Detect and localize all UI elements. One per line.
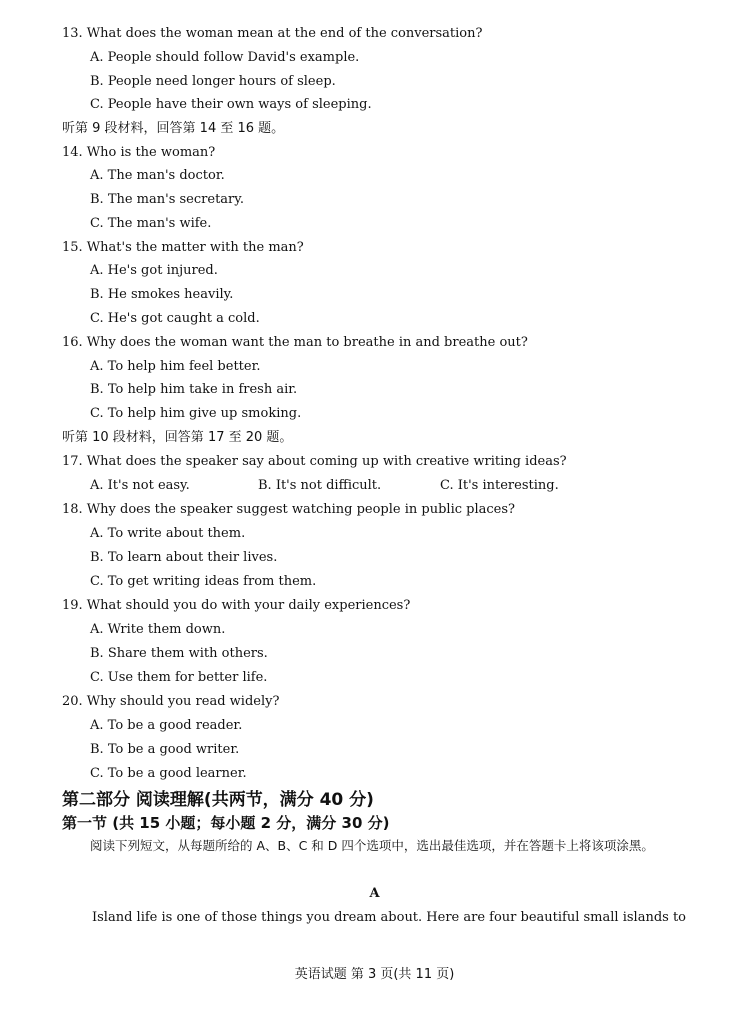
question-19-stem: 19. What should you do with your daily experiences? — [62, 598, 411, 613]
question-19-option-a: A. Write them down. — [90, 622, 226, 637]
question-16-option-c: C. To help him give up smoking. — [90, 406, 302, 421]
question-17-option-c: C. It's interesting. — [440, 478, 559, 493]
part-2-title: 第二部分 阅读理解(共两节，满分 40 分) — [62, 790, 374, 810]
reading-instructions: 阅读下列短文，从每题所给的 A、B、C 和 D 四个选项中，选出最佳选项，并在答题卡上将该项涂黑。 — [90, 838, 654, 853]
question-14-option-c: C. The man's wife. — [90, 216, 212, 231]
passage-label: A — [369, 886, 380, 901]
question-15-option-a: A. He's got injured. — [90, 263, 218, 278]
question-17-option-a: A. It's not easy. — [90, 478, 190, 493]
question-15-option-b: B. He smokes heavily. — [90, 287, 234, 302]
page-footer: 英语试题 第 3 页(共 11 页) — [294, 967, 455, 982]
passage-first-line: Island life is one of those things you dream about. Here are four beautiful small islands to — [92, 910, 686, 925]
question-16-option-b: B. To help him take in fresh air. — [90, 382, 298, 397]
question-13-option-c: C. People have their own ways of sleeping. — [90, 97, 372, 112]
question-14-option-a: A. The man's doctor. — [90, 168, 225, 183]
question-18-option-a: A. To write about them. — [90, 526, 246, 541]
question-15-option-c: C. He's got caught a cold. — [90, 311, 260, 326]
question-20-option-a: A. To be a good reader. — [90, 718, 243, 733]
question-20-option-c: C. To be a good learner. — [90, 766, 247, 781]
question-20-stem: 20. Why should you read widely? — [62, 694, 280, 709]
question-19-option-b: B. Share them with others. — [90, 646, 268, 661]
question-15-stem: 15. What's the matter with the man? — [62, 240, 304, 255]
question-14-stem: 14. Who is the woman? — [62, 145, 216, 160]
question-20-option-b: B. To be a good writer. — [90, 742, 240, 757]
section-9-instruction: 听第 9 段材料，回答第 14 至 16 题。 — [62, 121, 285, 136]
question-19-option-c: C. Use them for better life. — [90, 670, 268, 685]
question-16-option-a: A. To help him feel better. — [90, 359, 261, 374]
question-13-option-b: B. People need longer hours of sleep. — [90, 74, 336, 89]
question-18-stem: 18. Why does the speaker suggest watching people in public places? — [62, 502, 515, 517]
question-17-option-b: B. It's not difficult. — [258, 478, 382, 493]
question-18-option-c: C. To get writing ideas from them. — [90, 574, 317, 589]
question-18-option-b: B. To learn about their lives. — [90, 550, 278, 565]
question-16-stem: 16. Why does the woman want the man to breathe in and breathe out? — [62, 335, 528, 350]
question-14-option-b: B. The man's secretary. — [90, 192, 245, 207]
question-13-option-a: A. People should follow David's example. — [90, 50, 360, 65]
section-1-title: 第一节 (共 15 小题；每小题 2 分，满分 30 分) — [62, 814, 390, 832]
question-17-stem: 17. What does the speaker say about coming up with creative writing ideas? — [62, 454, 567, 469]
section-10-instruction: 听第 10 段材料，回答第 17 至 20 题。 — [62, 430, 293, 445]
question-13-stem: 13. What does the woman mean at the end of the conversation? — [62, 26, 483, 41]
